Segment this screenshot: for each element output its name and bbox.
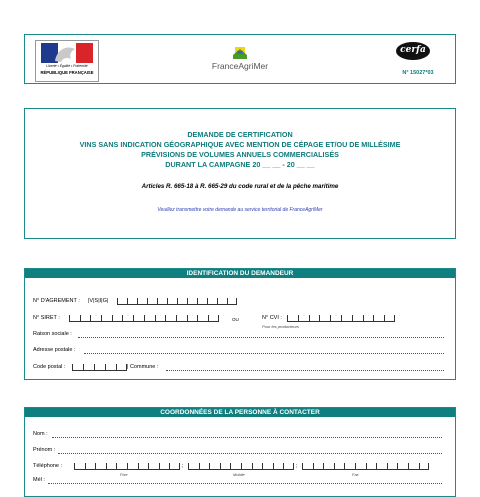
telephone-separator-2: ; xyxy=(296,463,298,469)
telephone-fax-input[interactable] xyxy=(302,463,429,470)
raison-sociale-label: Raison sociale : xyxy=(33,331,72,337)
cvi-note: Pour les producteurs xyxy=(262,324,299,329)
adresse-input[interactable] xyxy=(84,353,444,354)
republique-logo xyxy=(35,40,99,82)
submission-instruction: Veuillez transmettre votre demande au service territorial de FranceAgriMer xyxy=(157,207,323,213)
telephone-fixe-caption: Fixe xyxy=(120,472,128,477)
cerfa-wordmark: cerfa xyxy=(400,45,426,55)
prenom-label: Prénom : xyxy=(33,447,56,453)
mel-label: Mél : xyxy=(33,477,45,483)
agrement-label: N° D'AGREMENT : xyxy=(33,298,80,304)
commune-label: | Commune : xyxy=(127,364,159,370)
code-postal-label: Code postal : xyxy=(33,364,66,370)
agrement-prefix: |V|S|I|G| xyxy=(88,298,109,304)
commune-input[interactable] xyxy=(166,370,444,371)
telephone-mobile-input[interactable] xyxy=(188,463,294,470)
or-label: OU xyxy=(232,317,239,322)
republic-label: RÉPUBLIQUE FRANÇAISE xyxy=(40,70,94,75)
section-applicant-header: IDENTIFICATION DU DEMANDEUR xyxy=(25,269,455,278)
telephone-separator-1: ; xyxy=(182,463,184,469)
title-box xyxy=(24,108,456,239)
cerfa-logo xyxy=(396,42,430,60)
franceagrimer-wordmark: FranceAgriMer xyxy=(211,61,269,71)
franceagrimer-logo xyxy=(200,46,280,76)
telephone-label: Téléphone : xyxy=(33,463,63,469)
nom-input[interactable] xyxy=(52,437,442,438)
cvi-label: N° CVI : xyxy=(262,315,282,321)
agrement-input[interactable] xyxy=(117,298,237,305)
adresse-label: Adresse postale : xyxy=(33,347,76,353)
title-line-4: DURANT LA CAMPAGNE 20 __ __ - 20 __ __ xyxy=(165,160,315,169)
siret-label: N° SIRET : xyxy=(33,315,60,321)
title-line-2: VINS SANS INDICATION GÉOGRAPHIQUE AVEC MENTION DE CÉPAGE ET/OU DE MILLÉSIME xyxy=(79,140,401,149)
cvi-input[interactable] xyxy=(287,315,395,322)
title-line-1: DEMANDE DE CERTIFICATION xyxy=(187,130,293,139)
title-line-3: PRÉVISIONS DE VOLUMES ANNUELS COMMERCIALISÉS xyxy=(141,150,339,159)
republic-motto: Liberté • Égalité • Fraternité xyxy=(46,64,88,68)
mel-input[interactable] xyxy=(48,483,442,484)
siret-input[interactable] xyxy=(69,315,219,322)
section-contact-header: COORDONNÉES DE LA PERSONNE À CONTACTER xyxy=(25,408,455,417)
franceagrimer-emblem-icon xyxy=(232,46,248,60)
telephone-fixe-input[interactable] xyxy=(74,463,180,470)
marianne-icon xyxy=(41,43,93,63)
prenom-input[interactable] xyxy=(58,453,442,454)
raison-sociale-input[interactable] xyxy=(78,337,444,338)
nom-label: Nom : xyxy=(33,431,48,437)
form-number: N° 15027*03 xyxy=(402,70,434,76)
telephone-fax-caption: Fax xyxy=(352,472,359,477)
legal-reference: Articles R. 665-18 à R. 665-29 du code rural et de la pêche maritime xyxy=(141,183,339,190)
telephone-mobile-caption: Mobile xyxy=(233,472,245,477)
code-postal-input[interactable] xyxy=(72,364,127,371)
